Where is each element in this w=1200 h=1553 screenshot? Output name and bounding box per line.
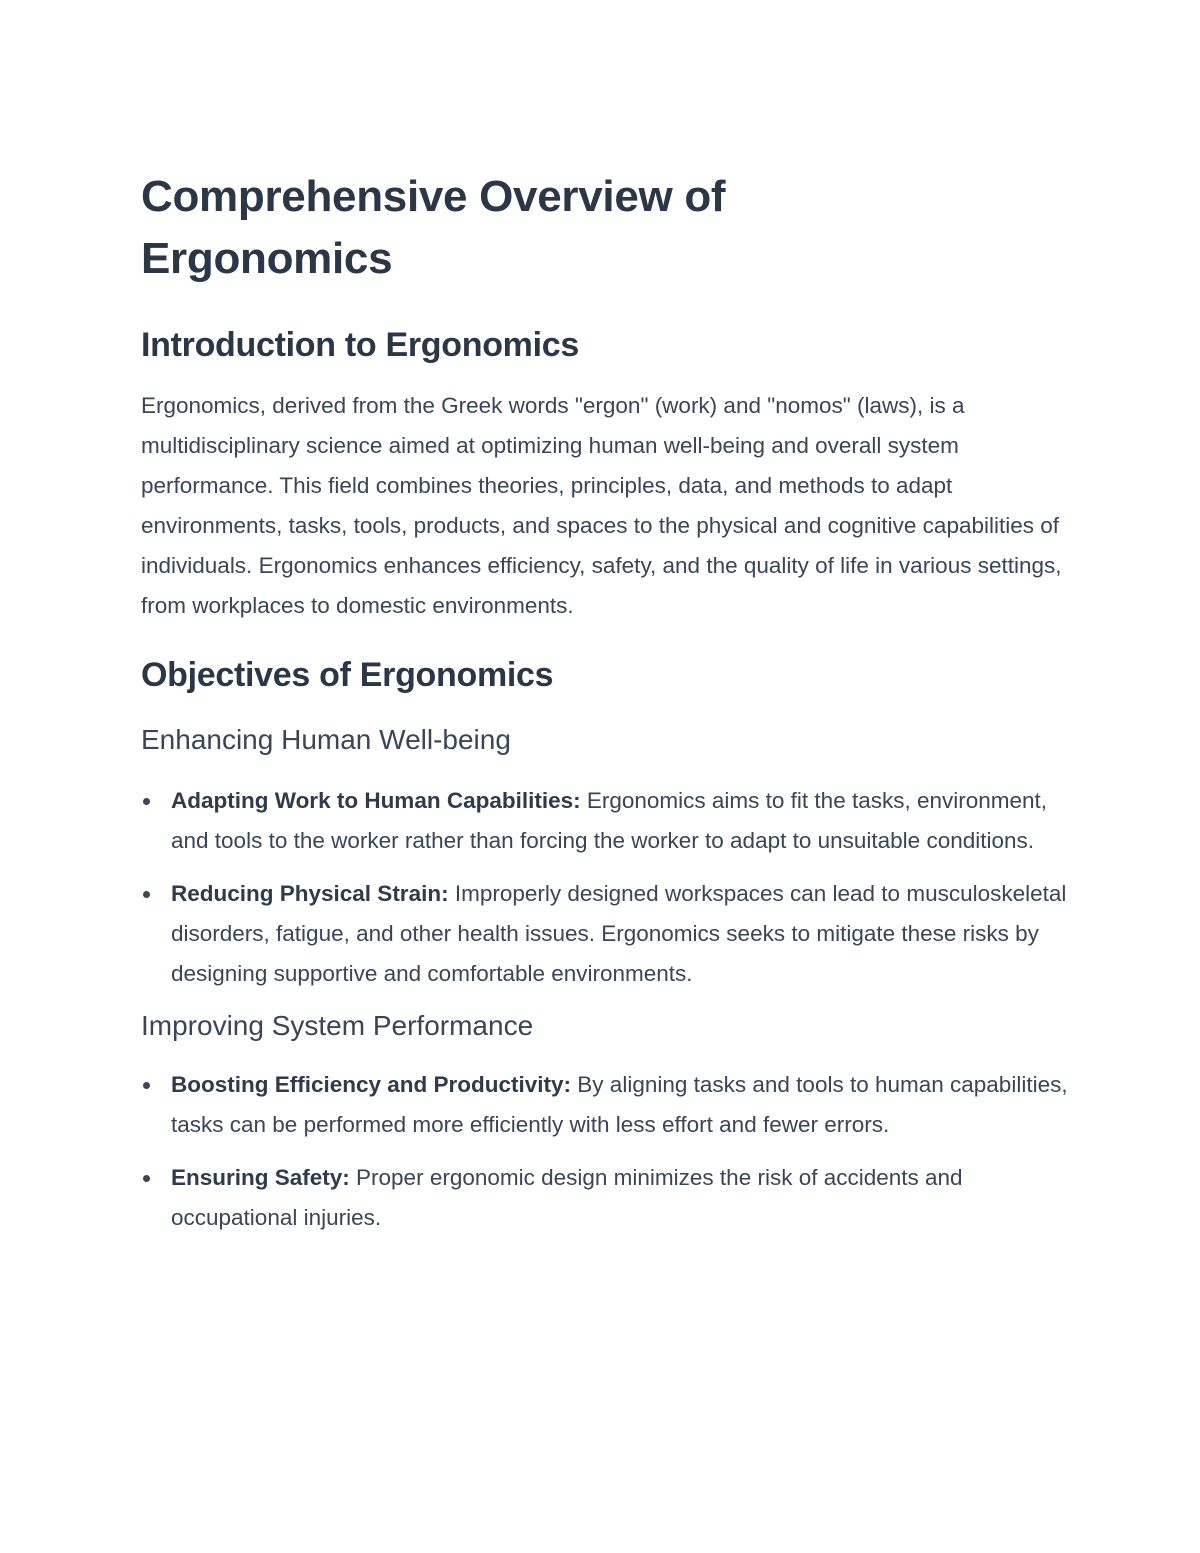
list-item-term: Adapting Work to Human Capabilities: (171, 788, 581, 813)
section-heading-system-performance: Improving System Performance (141, 1010, 534, 1041)
list-item (141, 874, 1070, 994)
list-item-text: Improperly designed workspaces can lead to musculoskeletal disorders, fatigue, and other health issues. Ergonomics seeks to mitigate these risks by designing supportive and comfortable environments. (171, 881, 1067, 986)
objectives-heading: Objectives of Ergonomics (141, 656, 554, 694)
well-being-list (141, 781, 1070, 994)
list-item (141, 1065, 1070, 1145)
system-performance-list (141, 1065, 1070, 1238)
list-item-text: By aligning tasks and tools to human capabilities, tasks can be performed more efficiently with less effort and fewer errors. (171, 1072, 1068, 1137)
document-title: Comprehensive Overview of Ergonomics (141, 172, 726, 283)
list-item (141, 1158, 1070, 1238)
intro-heading: Introduction to Ergonomics (141, 326, 579, 364)
intro-paragraph: Ergonomics, derived from the Greek words "ergon" (work) and "nomos" (laws), is a multidisciplinary science aimed at optimizing human well-being and overall system performance. This field combines theories, principles, data, and methods to adapt environments, tasks, tools, products, and spaces to the physical and cognitive capabilities of individuals. Ergonomics enhances efficiency, safety, and the quality of life in various settings, from workplaces to domestic environments. (141, 393, 1062, 618)
section-heading-well-being: Enhancing Human Well-being (141, 724, 511, 755)
list-item-text: Proper ergonomic design minimizes the risk of accidents and occupational injuries. (171, 1165, 963, 1230)
list-item-term: Boosting Efficiency and Productivity: (171, 1072, 572, 1097)
bullet-icon (143, 891, 150, 898)
bullet-icon (143, 1175, 150, 1182)
list-item (141, 781, 1070, 861)
bullet-icon (143, 798, 150, 805)
bullet-icon (143, 1082, 150, 1089)
list-item-text: Ergonomics aims to fit the tasks, environment, and tools to the worker rather than forcing the worker to adapt to unsuitable conditions. (171, 788, 1048, 853)
list-item-term: Reducing Physical Strain: (171, 881, 449, 906)
list-item-term: Ensuring Safety: (171, 1165, 350, 1190)
